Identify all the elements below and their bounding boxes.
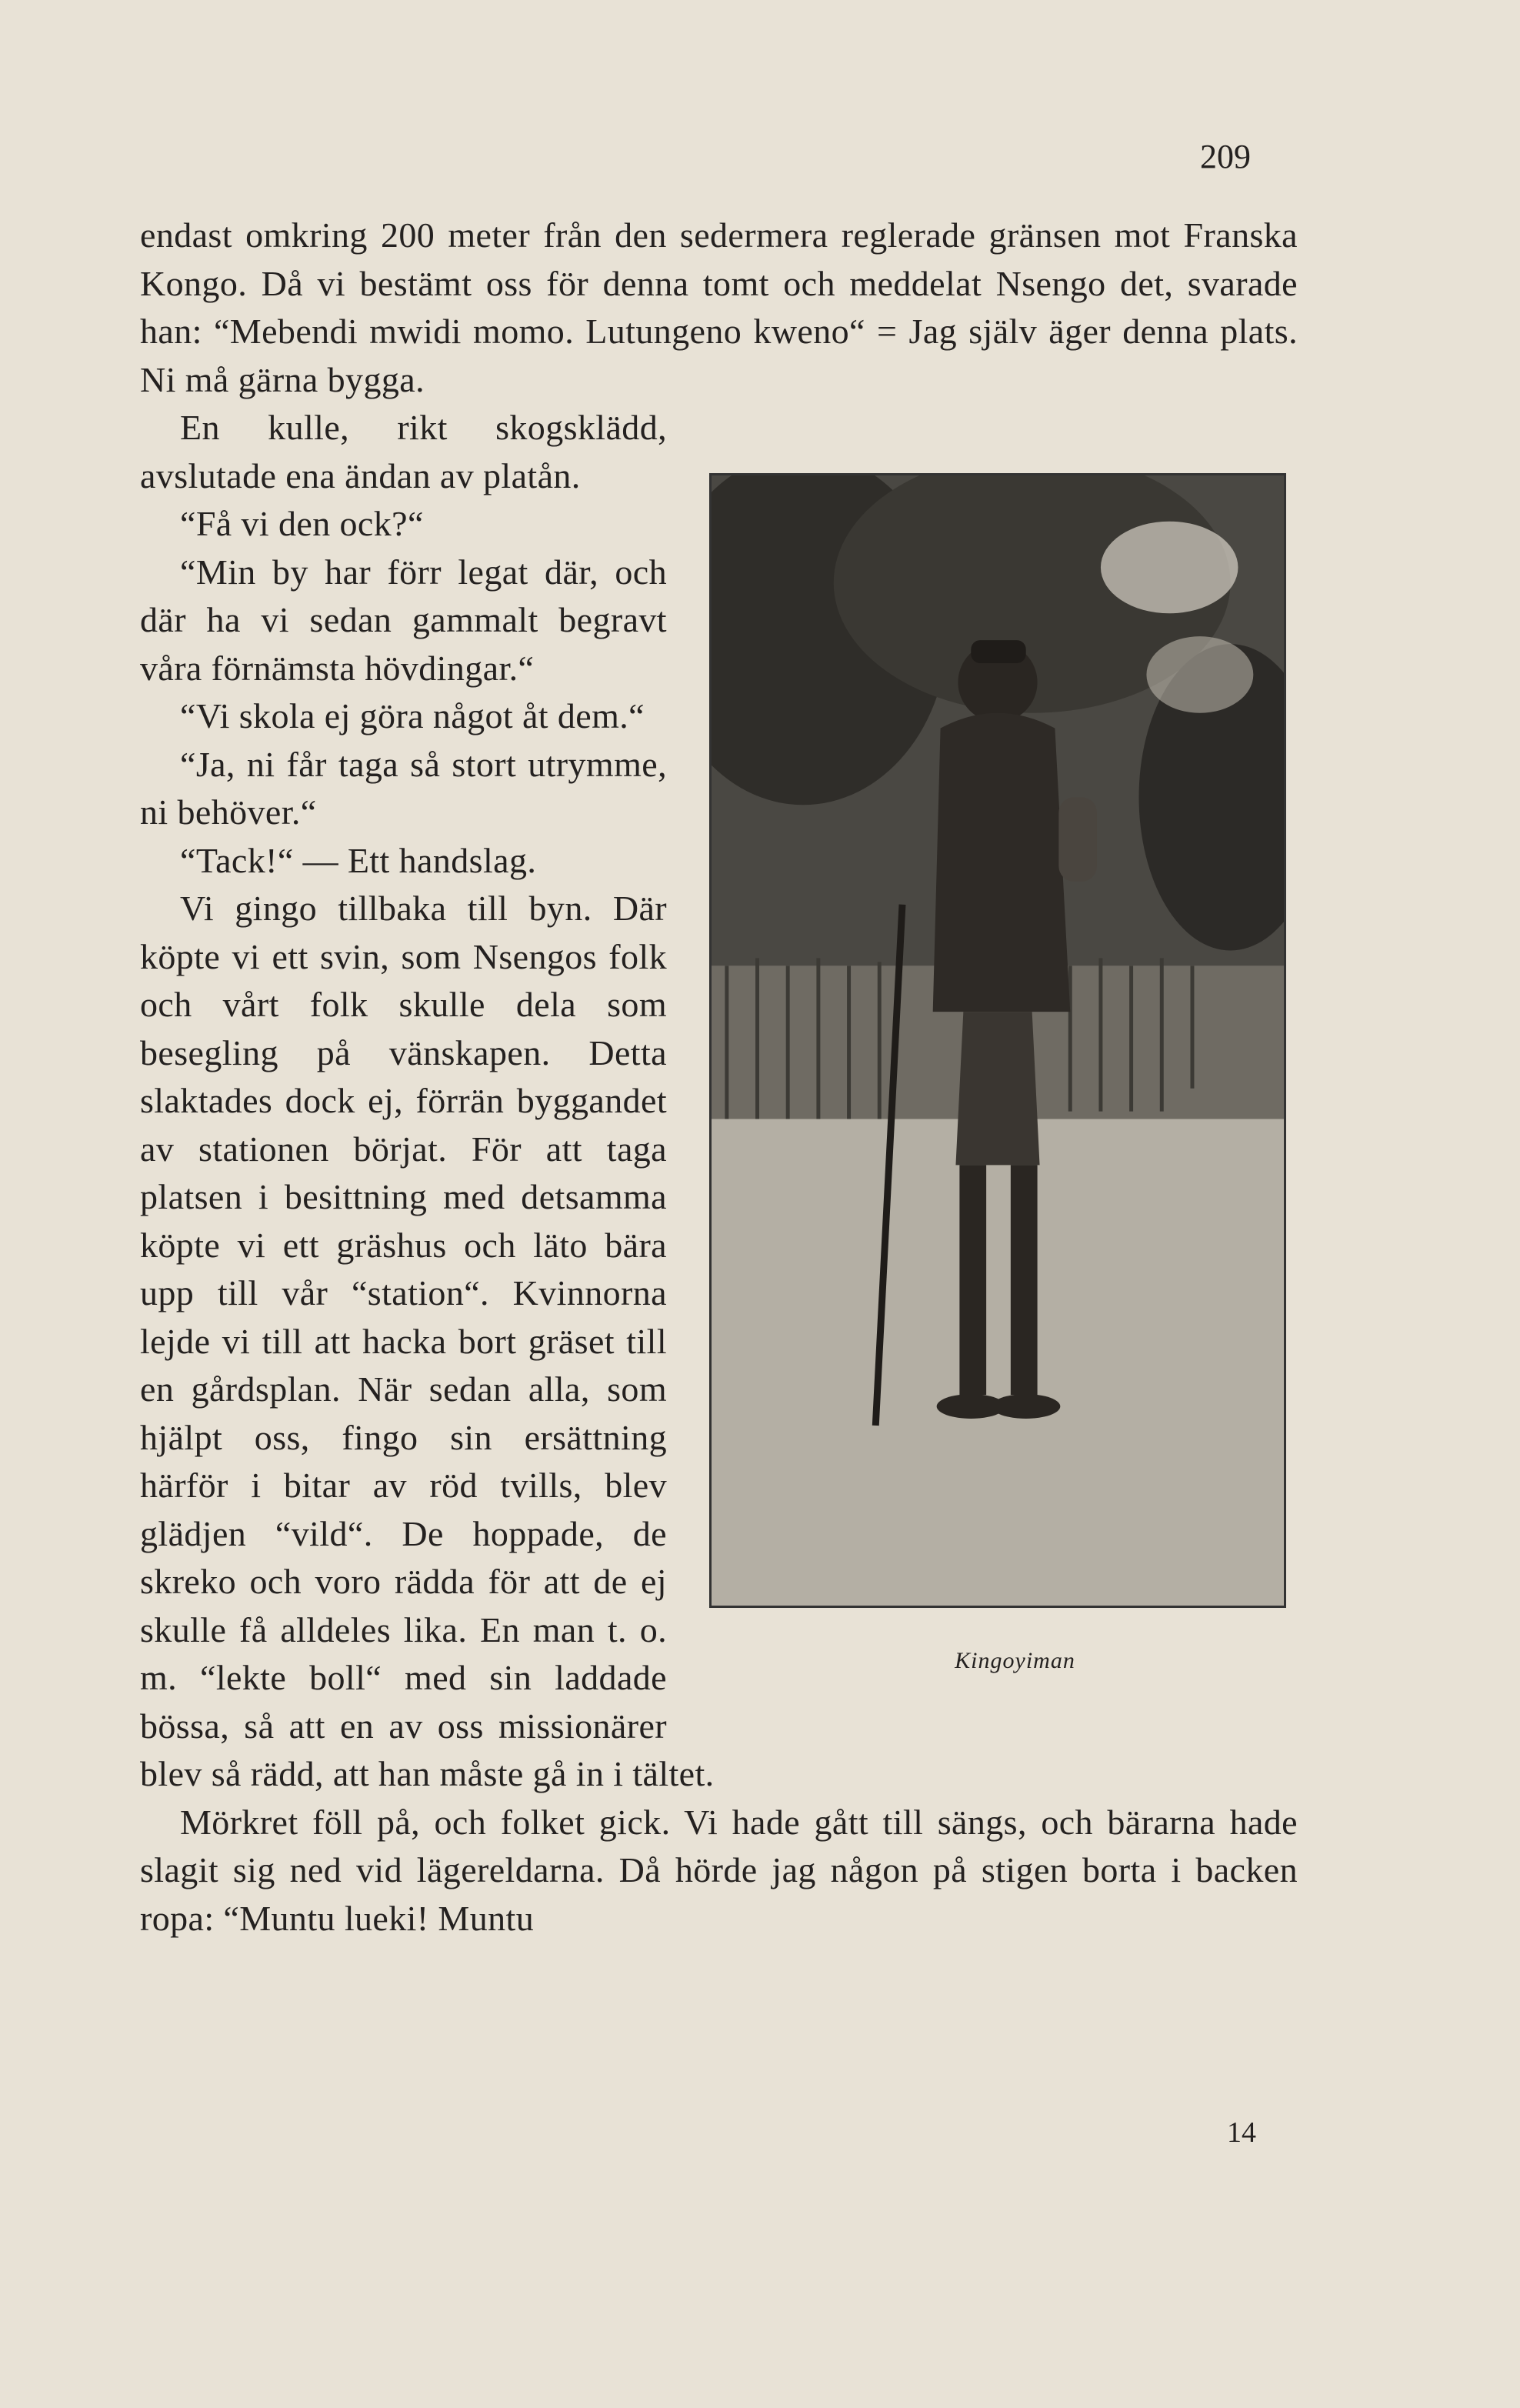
paragraph: “Min by har förr legat där, och där ha vi sedan gammalt begravt våra förnämsta hövdingar.“ bbox=[140, 552, 667, 688]
portrait-photo bbox=[709, 473, 1286, 1608]
figure bbox=[709, 473, 1298, 1731]
paragraph: “Ja, ni får taga så stort utrymme, ni behöver.“ bbox=[140, 744, 667, 832]
body-text bbox=[140, 212, 1298, 1943]
paragraph: Mörkret föll på, och folket gick. Vi hade gått till sängs, och bärarna hade slagit sig ned vid lägereldarna. Då hörde jag någon på stigen borta i backen ropa: “Muntu lueki! Muntu bbox=[140, 1802, 1298, 1938]
paragraph: “Tack!“ — Ett handslag. bbox=[180, 840, 537, 880]
photo-illustration bbox=[712, 475, 1284, 1606]
paragraph: “Få vi den ock?“ bbox=[180, 504, 424, 543]
paragraph: En kulle, rikt skogsklädd, avslutade ena ändan av platån. bbox=[140, 408, 667, 495]
paragraph: endast omkring 200 meter från den sedermera reglerade gränsen mot Franska Kongo. Då vi bestämt oss för denna tomt och meddelat Nsengo det, svarade han: “Mebendi mwidi momo. Lutungeno kweno“ = Jag själv äger denna plats. Ni må gärna bygga. bbox=[140, 215, 1298, 399]
paragraph: Vi gingo tillbaka till byn. Där köpte vi ett svin, som Nsengos folk och vårt folk skulle dela som besegling på vänskapen. Detta slaktades dock ej, förrän byggandet av stationen börjat. För att taga platsen i besittning med detsamma köpte vi ett gräshus och läto bära upp till vår “station“. Kvinnorna lejde vi till att hacka bort gräset till en gårdsplan. När sedan alla, som hjälpt oss, fingo sin ersättning härför i bitar av röd tvills, blev glädjen “vild“. De hoppade, de skreko och voro rädda för att de ej skulle få alldeles lika. En man t. o. m. “lekte boll“ med sin laddade bössa, så att en av oss missionärer blev så rädd, att han måste gå in i tältet. bbox=[140, 889, 715, 1793]
paragraph: “Vi skola ej göra något åt dem.“ bbox=[180, 696, 645, 735]
figure-caption: Kingoyiman bbox=[955, 1648, 1075, 1673]
page-number: 209 bbox=[1200, 138, 1251, 175]
signature-mark: 14 bbox=[1227, 2116, 1256, 2149]
